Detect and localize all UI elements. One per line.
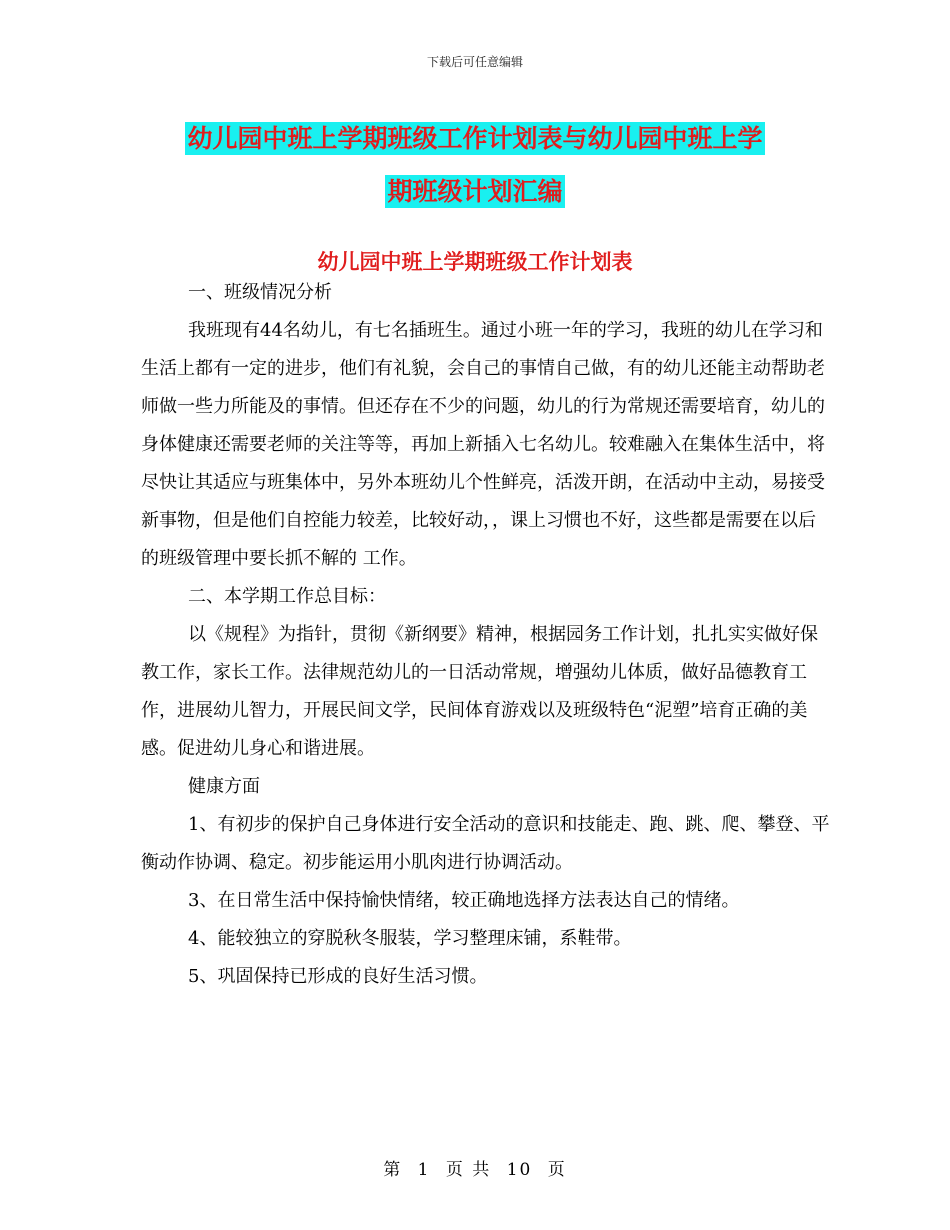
- footer-suffix: 页: [547, 1160, 567, 1180]
- page-footer: [0, 1155, 950, 1180]
- paragraph-class-analysis: 我班现有44名幼儿，有七名插班生。通过小班一年的学习，我班的幼儿在学习和生活上都有一定的进步，他们有礼貌，会自己的事情自己做，有的幼儿还能主动帮助老师做一些力所能及的事情。但还存在不少的问题，幼儿的行为常规还需要培育，幼儿的身体健康还需要老师的关注等等，再加上新插入七名幼儿。较难融入在集体生活中，将尽快让其适应与班集体中，另外本班幼儿个性鲜亮，活泼开朗，在活动中主动，易接受新事物，但是他们自控能力较差，比较好动，，课上习惯也不好，这些都是需要在以后的班级管理中要长抓不解的 工作。: [141, 320, 825, 569]
- title-line-1: 幼儿园中班上学期班级工作计划表与幼儿园中班上学: [187, 124, 763, 153]
- footer-page-number: 1: [417, 1160, 431, 1180]
- section-heading-1: 一、班级情况分析: [188, 282, 332, 303]
- section-heading-2: 二、本学期工作总目标：: [188, 586, 386, 607]
- list-item-5: 5、巩固保持已形成的良好生活习惯。: [188, 966, 488, 987]
- footer-mid: 页 共: [445, 1160, 492, 1180]
- list-item-3: 3、在日常生活中保持愉快情绪，较正确地选择方法表达自己的情绪。: [188, 890, 740, 911]
- document-title: [0, 112, 950, 218]
- paragraph-goals: 以《规程》为指针，贯彻《新纲要》精神，根据园务工作计划，扎扎实实做好保教工作，家长工作。法律规范幼儿的一日活动常规，增强幼儿体质，做好品德教育工作，进展幼儿智力，开展民间文学，民间体育游戏以及班级特色“泥塑”培育正确的美感。促进幼儿身心和谐进展。: [141, 624, 818, 759]
- title-line-2: 期班级计划汇编: [387, 177, 563, 206]
- header-note: 下载后可任意编辑: [426, 55, 523, 69]
- footer-prefix: 第: [383, 1160, 403, 1180]
- document-body: [141, 274, 831, 996]
- list-item-1: 1、有初步的保护自己身体进行安全活动的意识和技能走、跑、跳、爬、攀登、平衡动作协调、稳定。初步能运用小肌肉进行协调活动。: [141, 814, 830, 873]
- list-item-4: 4、能较独立的穿脱秋冬服装，学习整理床铺，系鞋带。: [188, 928, 632, 949]
- section-title: 幼儿园中班上学期班级工作计划表: [317, 250, 633, 274]
- footer-total-pages: 10: [506, 1160, 533, 1180]
- health-heading: 健康方面: [188, 776, 260, 797]
